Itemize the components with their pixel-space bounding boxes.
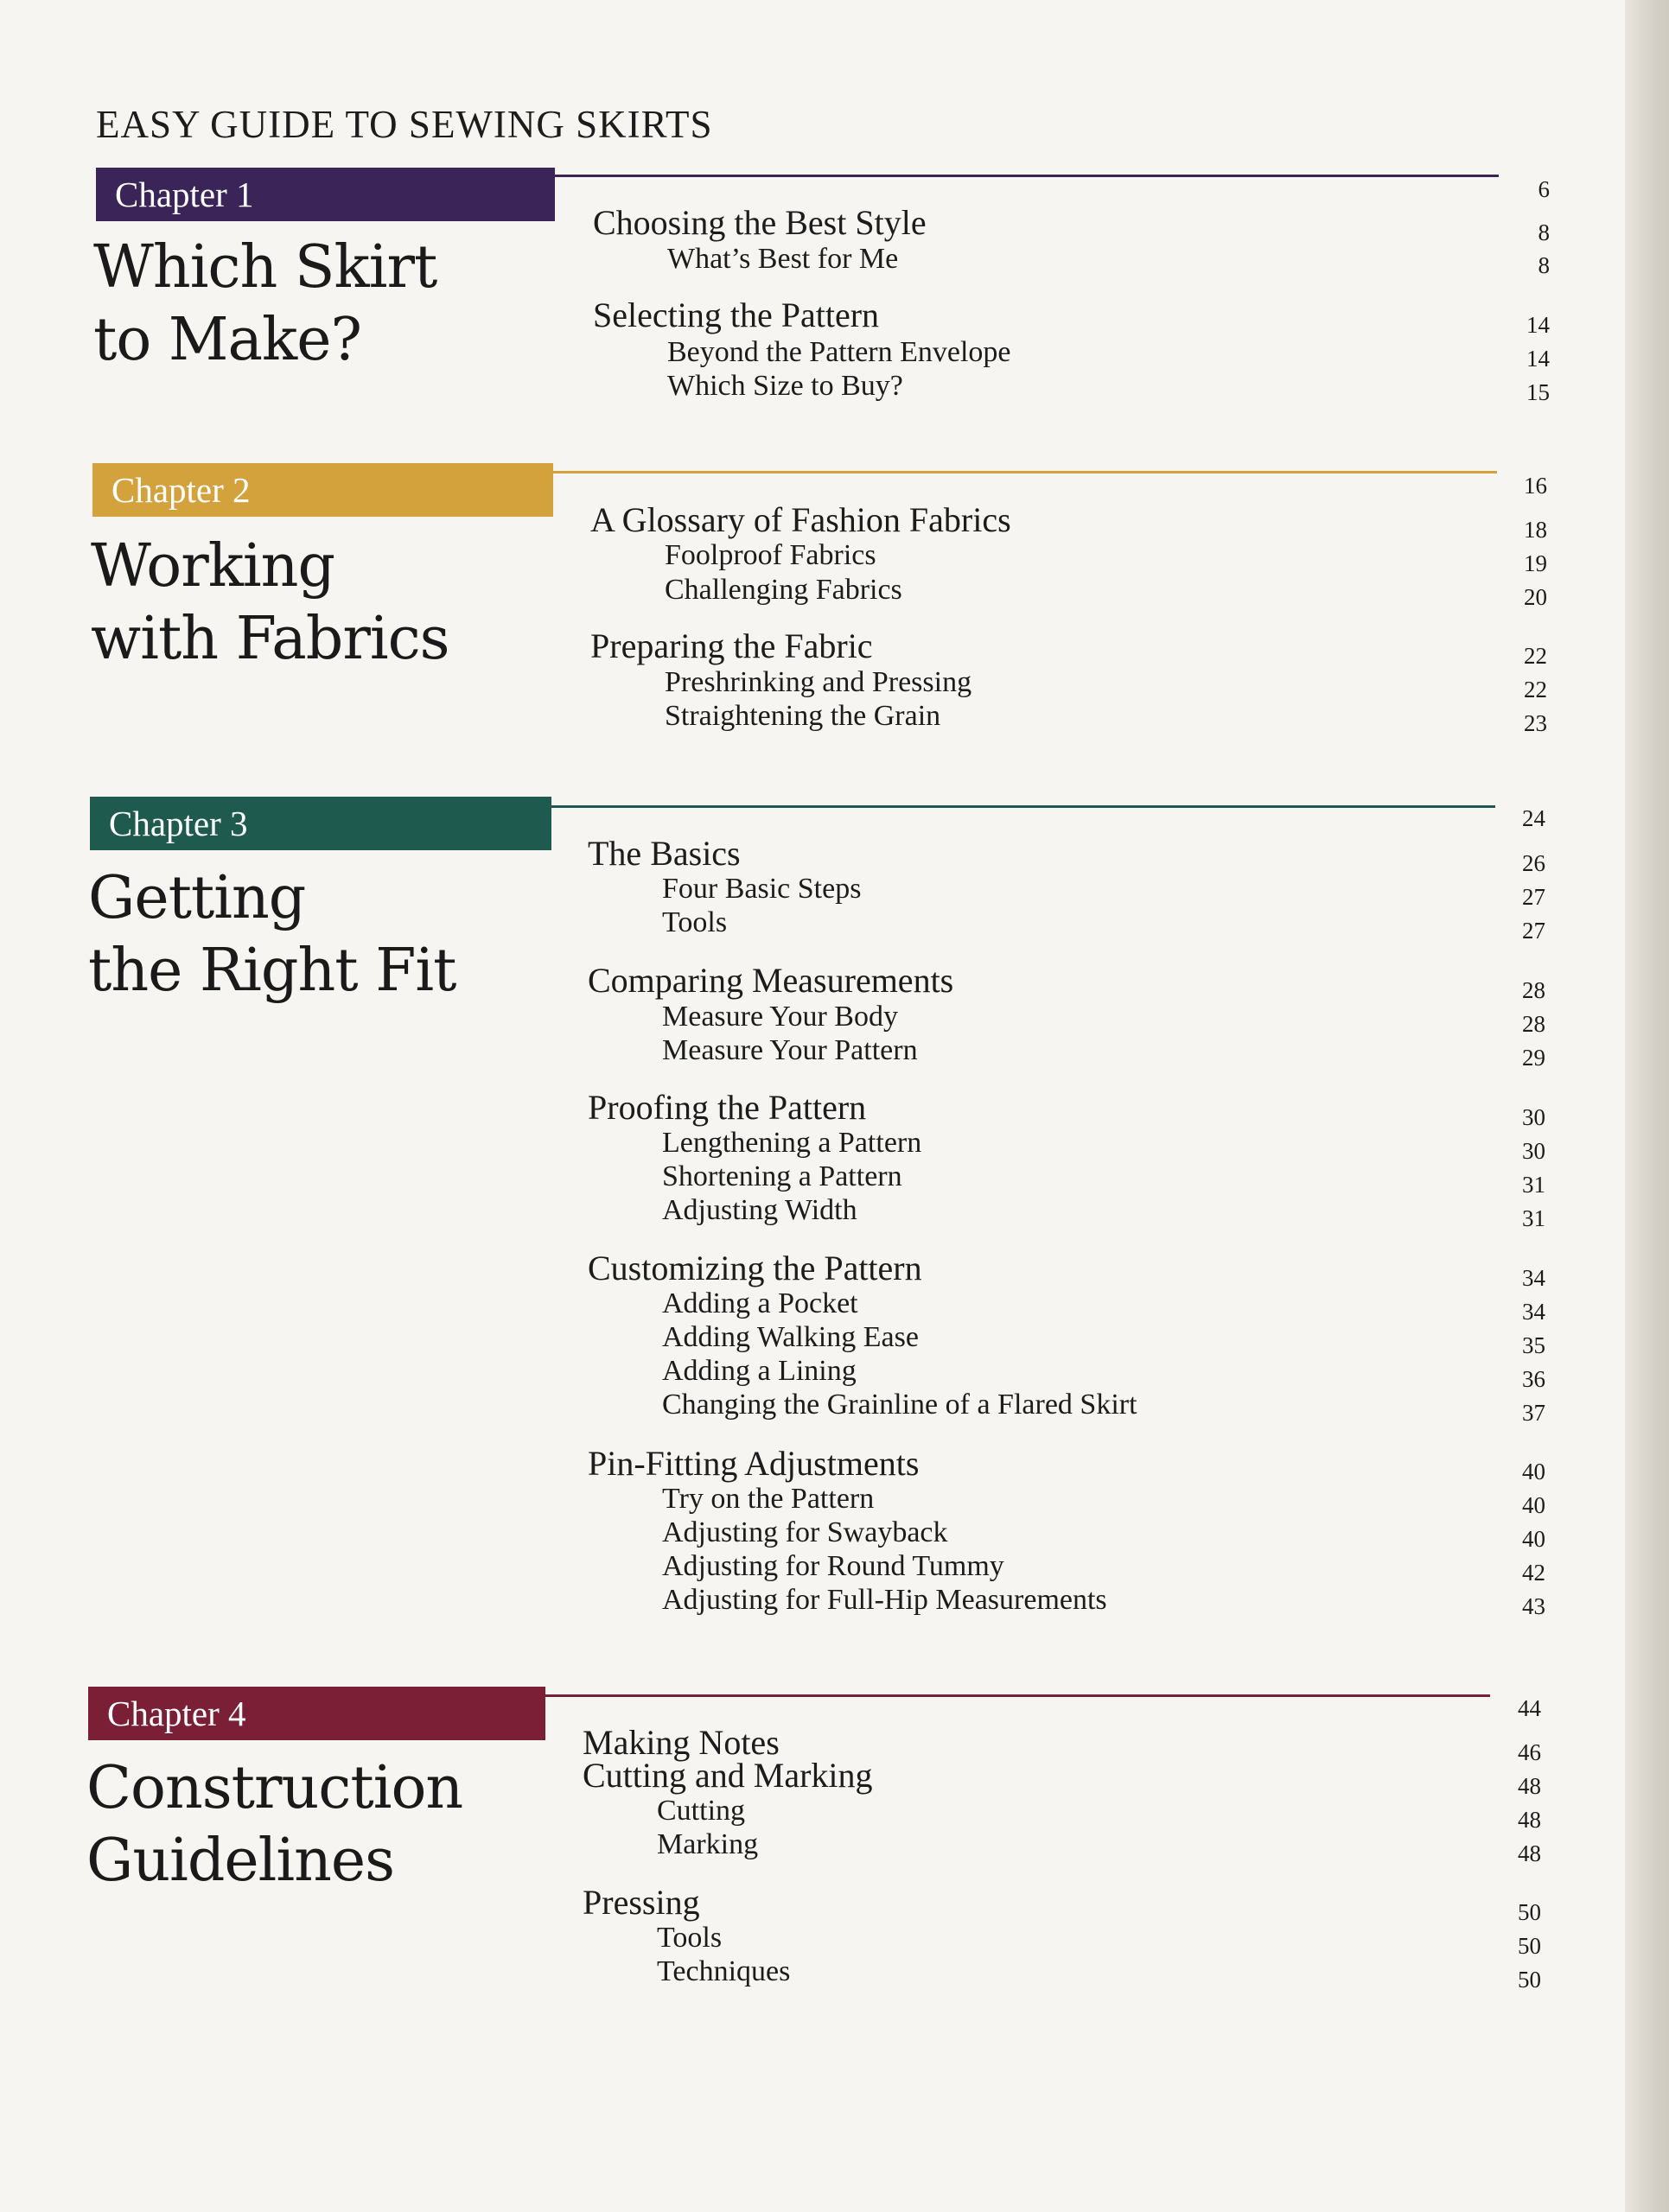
toc-entry[interactable]: Cutting and Marking xyxy=(583,1756,873,1795)
chapter-start-page: 6 xyxy=(1538,176,1550,202)
chapter-title xyxy=(86,1752,462,1897)
toc-subentry[interactable]: Try on the Pattern xyxy=(662,1483,875,1515)
chapter-title-line: Working xyxy=(91,532,334,601)
toc-subentry[interactable]: Adding Walking Ease xyxy=(662,1321,919,1353)
chapter-rule xyxy=(555,175,1499,177)
chapter-start-page: 44 xyxy=(1518,1695,1541,1721)
page-number: 43 xyxy=(1522,1593,1545,1619)
page-number: 14 xyxy=(1526,312,1550,338)
page-number: 27 xyxy=(1522,918,1545,944)
toc-subentry[interactable]: Measure Your Body xyxy=(662,1001,898,1033)
page-number: 22 xyxy=(1524,677,1547,702)
toc-entry[interactable]: Making Notes xyxy=(583,1723,780,1762)
chapter-title-line: Construction xyxy=(86,1754,463,1822)
page-number: 50 xyxy=(1518,1933,1541,1959)
page-number: 37 xyxy=(1522,1400,1545,1426)
page-number: 29 xyxy=(1522,1045,1545,1071)
page-number: 48 xyxy=(1518,1807,1541,1833)
chapter-start-page: 24 xyxy=(1522,805,1545,831)
page-number: 40 xyxy=(1522,1526,1545,1552)
page-number: 31 xyxy=(1522,1205,1545,1231)
toc-entry[interactable]: Proofing the Pattern xyxy=(588,1088,867,1127)
chapter-title xyxy=(88,862,455,1007)
toc-subentry[interactable]: Lengthening a Pattern xyxy=(662,1127,922,1159)
page-number: 20 xyxy=(1524,584,1547,610)
page-number: 8 xyxy=(1538,252,1550,278)
page-number: 30 xyxy=(1522,1138,1545,1164)
toc-subentry[interactable]: Adjusting for Swayback xyxy=(662,1516,948,1548)
page-number: 50 xyxy=(1518,1967,1541,1993)
toc-subentry[interactable]: Shortening a Pattern xyxy=(662,1160,902,1192)
chapter-label: Chapter 1 xyxy=(96,168,555,221)
chapter-rule xyxy=(553,471,1497,474)
toc-subentry[interactable]: Adding a Lining xyxy=(662,1355,857,1387)
page-number: 30 xyxy=(1522,1104,1545,1130)
chapter-label: Chapter 4 xyxy=(88,1687,545,1740)
chapter-label: Chapter 2 xyxy=(92,463,553,517)
toc-entry[interactable]: Preparing the Fabric xyxy=(590,626,873,665)
page-number: 48 xyxy=(1518,1773,1541,1799)
toc-subentry[interactable]: Marking xyxy=(657,1828,759,1860)
page-number: 34 xyxy=(1522,1299,1545,1325)
chapter-title-line: with Fabrics xyxy=(91,605,449,673)
page-number: 23 xyxy=(1524,710,1547,736)
toc-subentry[interactable]: Preshrinking and Pressing xyxy=(665,666,972,698)
toc-subentry[interactable]: Straightening the Grain xyxy=(665,700,941,732)
chapter-title-line: Guidelines xyxy=(86,1827,395,1895)
toc-subentry[interactable]: Tools xyxy=(657,1922,723,1954)
page-number: 36 xyxy=(1522,1366,1545,1392)
toc-subentry[interactable]: Adjusting for Round Tummy xyxy=(662,1550,1004,1582)
toc-subentry[interactable]: Cutting xyxy=(657,1795,746,1827)
chapter-rule xyxy=(545,1694,1490,1697)
toc-subentry[interactable]: Adjusting for Full-Hip Measurements xyxy=(662,1584,1107,1616)
page-number: 19 xyxy=(1524,550,1547,576)
toc-subentry[interactable]: Changing the Grainline of a Flared Skirt xyxy=(662,1389,1137,1421)
page-number: 46 xyxy=(1518,1739,1541,1765)
toc-subentry[interactable]: Adjusting Width xyxy=(662,1194,857,1226)
page-number: 15 xyxy=(1526,379,1550,405)
page-number: 34 xyxy=(1522,1265,1545,1291)
toc-entry[interactable]: Pressing xyxy=(583,1883,700,1922)
page-number: 50 xyxy=(1518,1899,1541,1925)
page-number: 42 xyxy=(1522,1560,1545,1586)
page-number: 40 xyxy=(1522,1459,1545,1484)
book-title: EASY GUIDE TO SEWING SKIRTS xyxy=(96,103,713,146)
chapter-title-line: the Right Fit xyxy=(88,937,456,1005)
chapter-title xyxy=(91,531,449,676)
page-number: 18 xyxy=(1524,517,1547,543)
toc-subentry[interactable]: Techniques xyxy=(657,1955,791,1987)
page-number: 14 xyxy=(1526,346,1550,372)
chapter-title xyxy=(93,232,436,377)
page-number: 28 xyxy=(1522,1011,1545,1037)
page-number: 31 xyxy=(1522,1172,1545,1198)
toc-subentry[interactable]: Tools xyxy=(662,906,728,938)
chapter-title-line: Getting xyxy=(88,864,306,932)
page-number: 40 xyxy=(1522,1492,1545,1518)
toc-subentry[interactable]: Challenging Fabrics xyxy=(665,574,902,606)
toc-entry[interactable]: A Glossary of Fashion Fabrics xyxy=(590,500,1011,539)
page-number: 35 xyxy=(1522,1332,1545,1358)
toc-subentry[interactable]: Beyond the Pattern Envelope xyxy=(667,336,1011,368)
page-number: 48 xyxy=(1518,1840,1541,1866)
chapter-rule xyxy=(551,805,1495,808)
toc-entry[interactable]: Choosing the Best Style xyxy=(593,203,927,242)
toc-subentry[interactable]: Measure Your Pattern xyxy=(662,1034,918,1066)
toc-subentry[interactable]: What’s Best for Me xyxy=(667,243,899,275)
chapter-label: Chapter 3 xyxy=(90,797,551,850)
toc-entry[interactable]: The Basics xyxy=(588,834,741,873)
page-number: 28 xyxy=(1522,977,1545,1003)
toc-subentry[interactable]: Adding a Pocket xyxy=(662,1287,858,1319)
toc-subentry[interactable]: Four Basic Steps xyxy=(662,873,862,905)
page-number: 22 xyxy=(1524,643,1547,669)
chapter-title-line: Which Skirt xyxy=(93,233,437,302)
toc-entry[interactable]: Customizing the Pattern xyxy=(588,1249,922,1287)
chapter-title-line: to Make? xyxy=(93,306,361,374)
page-number: 27 xyxy=(1522,884,1545,910)
toc-entry[interactable]: Selecting the Pattern xyxy=(593,296,880,334)
toc-entry[interactable]: Pin-Fitting Adjustments xyxy=(588,1444,920,1483)
toc-entry[interactable]: Comparing Measurements xyxy=(588,961,954,1000)
page-number: 26 xyxy=(1522,850,1545,876)
toc-subentry[interactable]: Which Size to Buy? xyxy=(667,370,903,402)
chapter-start-page: 16 xyxy=(1524,473,1547,499)
page-number: 8 xyxy=(1538,219,1550,245)
toc-subentry[interactable]: Foolproof Fabrics xyxy=(665,539,876,571)
page-edge-shadow xyxy=(1625,0,1669,2212)
